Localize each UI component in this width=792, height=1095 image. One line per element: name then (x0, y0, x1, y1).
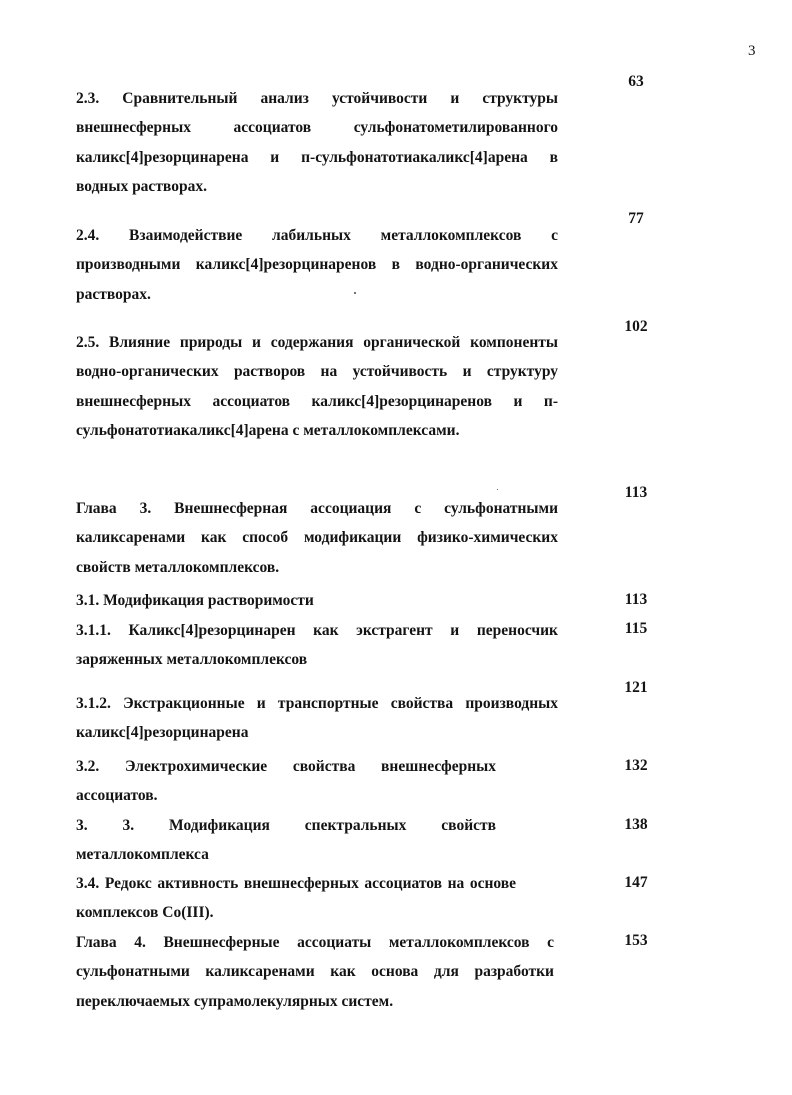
toc-entry-title: 3.1. Модификация растворимости (76, 592, 314, 609)
toc-entry-page: 113 (624, 591, 648, 608)
toc-entry-page: 121 (624, 679, 648, 696)
toc-entry-page: 63 (628, 73, 644, 90)
toc-entry-page: 132 (624, 757, 648, 774)
toc-entry-title: Глава 4. Внешнесферные ассоциаты металлокомплексов с сульфонатными каликсаренами как основа для разработки переключаемых супрамолекулярных систем. (76, 934, 554, 1010)
toc-entry-page: 115 (624, 620, 648, 637)
toc-entry-title: 2.3. Сравнительный анализ устойчивости и структуры внешнесферных ассоциатов сульфонатометилированного каликс[4]резорцинарена и п-сульфонатотиакаликс[4]арена в водных растворах. (76, 90, 558, 195)
toc-entry-title: 2.5. Влияние природы и содержания органической компоненты водно-органических растворов на устойчивость и структуру внешнесферных ассоциатов каликс[4]резорцинаренов и п-сульфонатотиакаликс[4]арена с металлокомплексами. (76, 334, 558, 439)
toc-entry-title: 2.4. Взаимодействие лабильных металлокомплексов с производными каликс[4]резорцинаренов в водно-органических растворах. (76, 227, 558, 303)
toc-entry-page: 153 (624, 932, 648, 949)
toc-entry-page: 113 (624, 484, 648, 501)
scan-speck (354, 292, 356, 294)
toc-entry-title: 3.4. Редокс активность внешнесферных ассоциатов на основе комплексов Co(III). (76, 875, 516, 922)
page-number: 3 (748, 43, 756, 59)
toc-entry-page: 102 (624, 318, 648, 335)
toc-entry-page: 147 (624, 874, 648, 891)
scan-speck (497, 489, 498, 490)
toc-entry-title: 3.2. Электрохимические свойства внешнесферных ассоциатов. (76, 758, 496, 805)
toc-entry-title: 3. 3. Модификация спектральных свойств металлокомплекса (76, 817, 496, 864)
toc-entry-title: 3.1.2. Экстракционные и транспортные свойства производных каликс[4]резорцинарена (76, 695, 558, 742)
toc-entry-page: 77 (628, 210, 644, 227)
toc-entry-page: 138 (624, 816, 648, 833)
toc-entry-title: Глава 3. Внешнесферная ассоциация с сульфонатными каликсаренами как способ модификации физико-химических свойств металлокомплексов. (76, 500, 558, 576)
toc-entry-title: 3.1.1. Каликс[4]резорцинарен как экстрагент и переносчик заряженных металлокомплексов (76, 622, 558, 669)
